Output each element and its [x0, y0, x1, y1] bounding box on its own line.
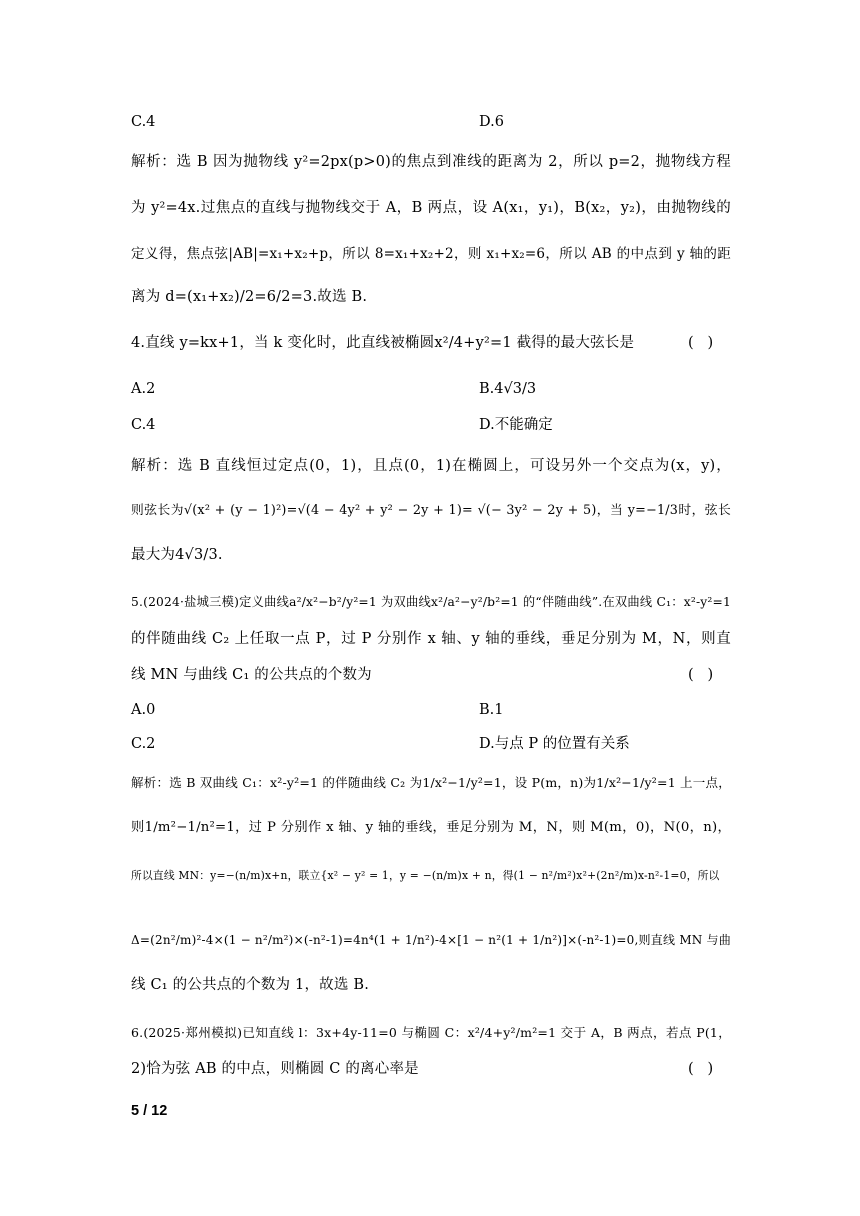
- q4-option-d: D.不能确定: [479, 417, 553, 433]
- q5-option-a: A.0: [131, 702, 156, 718]
- q5-option-c: C.2: [131, 736, 156, 752]
- q5-option-b: B.1: [479, 702, 504, 718]
- q3-solution-line: 为 y²=4x.过焦点的直线与抛物线交于 A，B 两点，设 A(x₁，y₁)，B(x₂，y₂)，由抛物线的: [131, 200, 731, 216]
- q3-solution-line: 解析：选 B 因为抛物线 y²=2px(p>0)的焦点到准线的距离为 2，所以 p=2，抛物线方程: [131, 154, 731, 170]
- q4-option-b: B.4√3/3: [479, 381, 537, 397]
- q5-solution-line: 解析：选 B 双曲线 C₁：x²-y²=1 的伴随曲线 C₂ 为1/x²−1/y²=1，设 P(m，n)为1/x²−1/y²=1 上一点，: [131, 775, 731, 790]
- q5-answer-paren: ( ): [688, 667, 714, 683]
- q5-stem-line: 的伴随曲线 C₂ 上任取一点 P，过 P 分别作 x 轴、y 轴的垂线，垂足分别为 M，N，则直: [131, 631, 731, 647]
- q4-solution-line: 则弦长为√(x² + (y − 1)²)=√(4 − 4y² + y² − 2y + 1)= √(− 3y² − 2y + 5)，当 y=−1/3时，弦长: [131, 503, 731, 518]
- q4-option-a: A.2: [131, 381, 156, 397]
- q4-answer-paren: ( ): [688, 335, 714, 351]
- q3-option-d: D.6: [479, 114, 504, 130]
- page-number: 5 / 12: [131, 1103, 168, 1119]
- q5-stem-line: 线 MN 与曲线 C₁ 的公共点的个数为: [131, 667, 372, 683]
- q5-solution-line: 则1/m²−1/n²=1，过 P 分别作 x 轴、y 轴的垂线，垂足分别为 M，N，则 M(m，0)，N(0，n)，: [131, 820, 731, 835]
- q4-solution-line: 解析：选 B 直线恒过定点(0，1)，且点(0，1)在椭圆上，可设另外一个交点为(x，y)，: [131, 458, 731, 474]
- q5-solution-line: 所以直线 MN：y=−(n/m)x+n，联立{x² − y² = 1，y = −(n/m)x + n，得(1 − n²/m²)x²+(2n²/m)x-n²-1=0，所以: [131, 869, 720, 882]
- q4-solution-line: 最大为4√3/3.: [131, 547, 223, 563]
- q5-stem-line: 5.(2024·盐城三模)定义曲线a²/x²−b²/y²=1 为双曲线x²/a²−y²/b²=1 的“伴随曲线”.在双曲线 C₁：x²-y²=1: [131, 595, 731, 609]
- q4-option-c: C.4: [131, 417, 156, 433]
- q3-solution-line: 定义得，焦点弦|AB|=x₁+x₂+p，所以 8=x₁+x₂+2，则 x₁+x₂=6，所以 AB 的中点到 y 轴的距: [131, 246, 731, 262]
- q3-solution-line: 离为 d=(x₁+x₂)/2=6/2=3.故选 B.: [131, 289, 368, 305]
- q6-answer-paren: ( ): [688, 1061, 714, 1077]
- q3-option-c: C.4: [131, 114, 156, 130]
- q5-solution-line: Δ=(2n²/m)²-4×(1 − n²/m²)×(-n²-1)=4n⁴(1 + 1/n²)-4×[1 − n²(1 + 1/n²)]×(-n²-1)=0,则直线 MN 与曲: [131, 933, 731, 947]
- q5-solution-line: 线 C₁ 的公共点的个数为 1，故选 B.: [131, 977, 370, 993]
- q6-stem-line: 2)恰为弦 AB 的中点，则椭圆 C 的离心率是: [131, 1061, 419, 1077]
- q6-stem-line: 6.(2025·郑州模拟)已知直线 l：3x+4y-11=0 与椭圆 C：x²/4+y²/m²=1 交于 A，B 两点，若点 P(1，: [131, 1025, 731, 1040]
- q4-stem: 4.直线 y=kx+1，当 k 变化时，此直线被椭圆x²/4+y²=1 截得的最大弦长是: [131, 335, 635, 351]
- q5-option-d: D.与点 P 的位置有关系: [479, 736, 630, 752]
